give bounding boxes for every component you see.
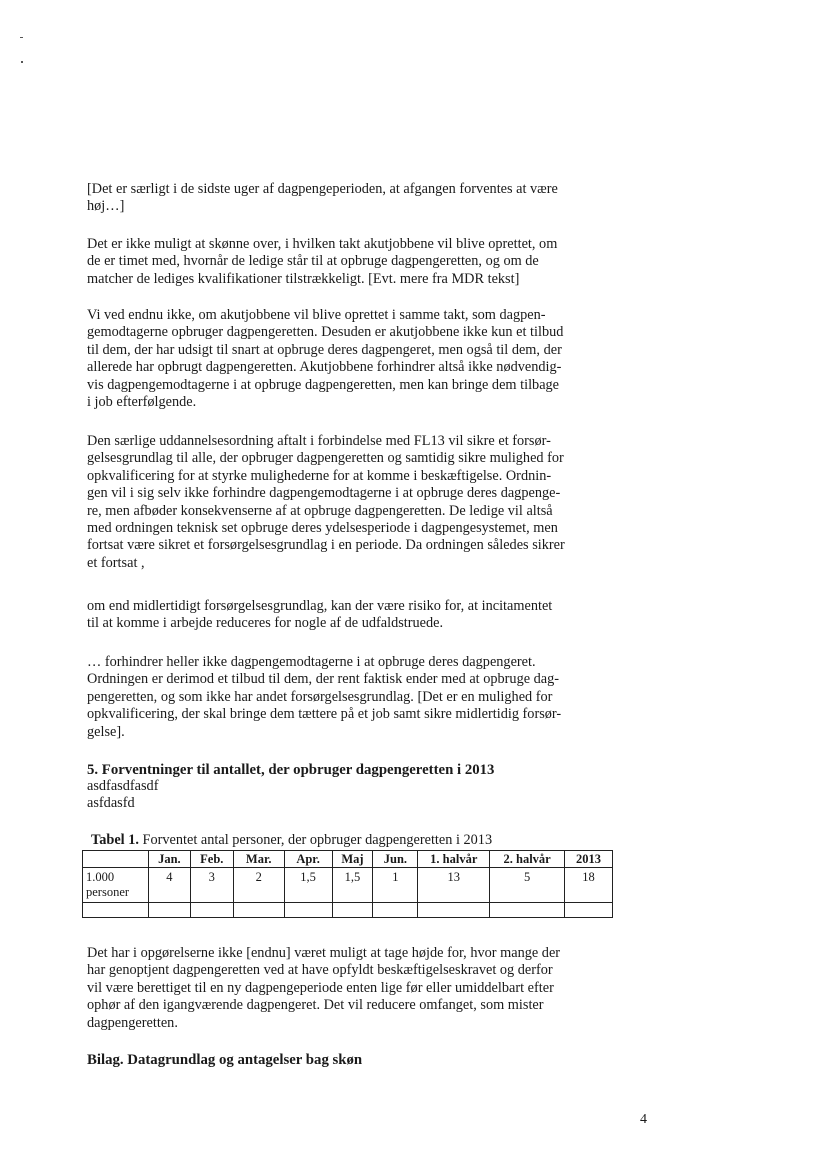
text-line: et fortsat , — [87, 554, 145, 571]
text-line: de er timet med, hvornår de ledige står til at opbruge dagpengeretten, og om de — [87, 253, 539, 270]
text-line: har genoptjent dagpengeretten ved at have opfyldt beskæftigelseskravet og derfor — [87, 962, 553, 979]
text-line: dagpengeretten. — [87, 1014, 178, 1031]
table-cell — [284, 903, 332, 918]
table-cell — [565, 903, 613, 918]
table-cell — [490, 903, 565, 918]
header-cell — [83, 851, 149, 868]
text-line: i job efterfølgende. — [87, 394, 197, 411]
text-line: vil være berettiget til en ny dagpengeperiode enten lige før eller umiddelbart efter — [87, 979, 554, 996]
header-cell: 1. halvår — [418, 851, 490, 868]
text-line: med ordningen teknisk set opbruge deres ydelsesperiode i dagpengesystemet, men — [87, 520, 558, 537]
text-line: matcher de lediges kvalifikationer tilstrækkeligt. [Evt. mere fra MDR tekst] — [87, 270, 520, 287]
row-label — [83, 868, 149, 903]
row-label-line: 1.000 — [86, 870, 115, 884]
header-cell: Maj — [332, 851, 373, 868]
table-cell — [418, 903, 490, 918]
text-line: [Det er særligt i de sidste uger af dagpengeperioden, at afgangen forventes at være — [87, 181, 558, 197]
header-cell: Apr. — [284, 851, 332, 868]
text-line: gelse]. — [87, 723, 125, 740]
header-cell: 2013 — [565, 851, 613, 868]
paragraph-uddannelsesordning — [87, 433, 612, 572]
text-line: opkvalificering, der skal bringe dem tættere på et job samt sikre midlertidig forsør- — [87, 706, 562, 723]
text-line: Ordningen er derimod et tilbud til dem, der rent faktisk ender med at opbruge dag- — [87, 671, 560, 688]
paragraph-dagpengeperiode — [87, 181, 612, 216]
appendix-heading: Bilag. Datagrundlag og antagelser bag skøn — [87, 1052, 363, 1068]
table-cell: 1 — [373, 868, 418, 903]
text-line: Det er ikke muligt at skønne over, i hvilken takt akutjobbene vil blive oprettet, om — [87, 236, 558, 252]
placeholder-text: asfdasfd — [87, 795, 135, 811]
text-line: gelsesgrundlag til alle, der opbruger dagpengeretten og samtidig sikre mulighed for — [87, 450, 564, 467]
section-heading: 5. Forventninger til antallet, der opbruger dagpengeretten i 2013 — [87, 762, 495, 778]
paragraph-incitament — [87, 598, 612, 633]
header-cell: 2. halvår — [490, 851, 565, 868]
text-line: ophør af den igangværende dagpengeret. Det vil reducere omfanget, som mister — [87, 997, 544, 1014]
header-cell: Mar. — [233, 851, 284, 868]
page-number: 4 — [640, 1112, 647, 1127]
table-cell — [190, 903, 233, 918]
header-cell: Jan. — [148, 851, 190, 868]
text-line: fortsat være sikret et forsørgelsesgrundlag i en periode. Da ordningen således sikrer — [87, 537, 565, 554]
text-line: … forhindrer heller ikke dagpengemodtagerne i at opbruge deres dagpengeret. — [87, 654, 536, 670]
table-cell: 13 — [418, 868, 490, 903]
text-line: gemodtagerne opbruger dagpengeretten. Desuden er akutjobbene ikke kun et tilbud — [87, 324, 564, 341]
table-header-row — [83, 851, 613, 868]
table-row-empty — [83, 903, 613, 918]
table-cell: 2 — [233, 868, 284, 903]
text-line: til dem, der har udsigt til snart at opbruge deres dagpengeret, men også til dem, der — [87, 341, 562, 358]
table-cell — [148, 903, 190, 918]
forecast-table — [82, 850, 613, 918]
table-cell: 5 — [490, 868, 565, 903]
text-line: opkvalificering for at styrke mulighederne for at komme i beskæftigelse. Ordnin- — [87, 467, 552, 484]
text-line: Det har i opgørelserne ikke [endnu] været muligt at tage højde for, hvor mange der — [87, 945, 561, 961]
paragraph-ordningen-tilbud — [87, 654, 612, 741]
table-caption-label: Tabel 1. — [91, 832, 139, 848]
table-cell — [83, 903, 149, 918]
table-row — [83, 868, 613, 903]
text-line: om end midlertidigt forsørgelsesgrundlag, kan der være risiko for, at incitamentet — [87, 598, 553, 614]
table-cell — [332, 903, 373, 918]
table-cell: 1,5 — [332, 868, 373, 903]
paragraph-genoptjent — [87, 945, 612, 1032]
paragraph-akutjob-takt — [87, 307, 612, 411]
scan-speck — [20, 37, 23, 38]
table-caption-text: Forventet antal personer, der opbruger dagpengeretten i 2013 — [138, 832, 493, 848]
paragraph-akutjob-timing — [87, 236, 612, 288]
text-line: Den særlige uddannelsesordning aftalt i forbindelse med FL13 vil sikre et forsør- — [87, 433, 551, 449]
table-cell — [373, 903, 418, 918]
header-cell: Jun. — [373, 851, 418, 868]
text-line: til at komme i arbejde reduceres for nogle af de udfaldstruede. — [87, 615, 444, 632]
scan-speck — [21, 61, 23, 63]
row-label-line: personer — [86, 885, 130, 899]
text-line: pengeretten, og som ikke har andet forsørgelsesgrundlag. [Det er en mulighed for — [87, 688, 553, 705]
table-cell: 18 — [565, 868, 613, 903]
header-cell: Feb. — [190, 851, 233, 868]
text-line: allerede har opbrugt dagpengeretten. Akutjobbene forhindrer altså ikke nødvendig- — [87, 359, 562, 376]
text-line: høj…] — [87, 198, 125, 215]
table-caption — [91, 832, 492, 848]
text-line: vis dagpengemodtagerne i at opbruge dagpengeretten, men kan bringe dem tilbage — [87, 376, 560, 393]
text-line: re, men afbøder konsekvenserne af at opbruge dagpengeretten. De ledige vil altså — [87, 502, 553, 519]
text-line: Vi ved endnu ikke, om akutjobbene vil blive oprettet i samme takt, som dagpen- — [87, 307, 546, 323]
placeholder-text: asdfasdfasdf — [87, 778, 159, 794]
table-cell: 1,5 — [284, 868, 332, 903]
table-cell: 4 — [148, 868, 190, 903]
table-cell — [233, 903, 284, 918]
table-cell: 3 — [190, 868, 233, 903]
text-line: gen vil i sig selv ikke forhindre dagpengemodtagerne i at opbruge deres dagpenge- — [87, 485, 561, 502]
